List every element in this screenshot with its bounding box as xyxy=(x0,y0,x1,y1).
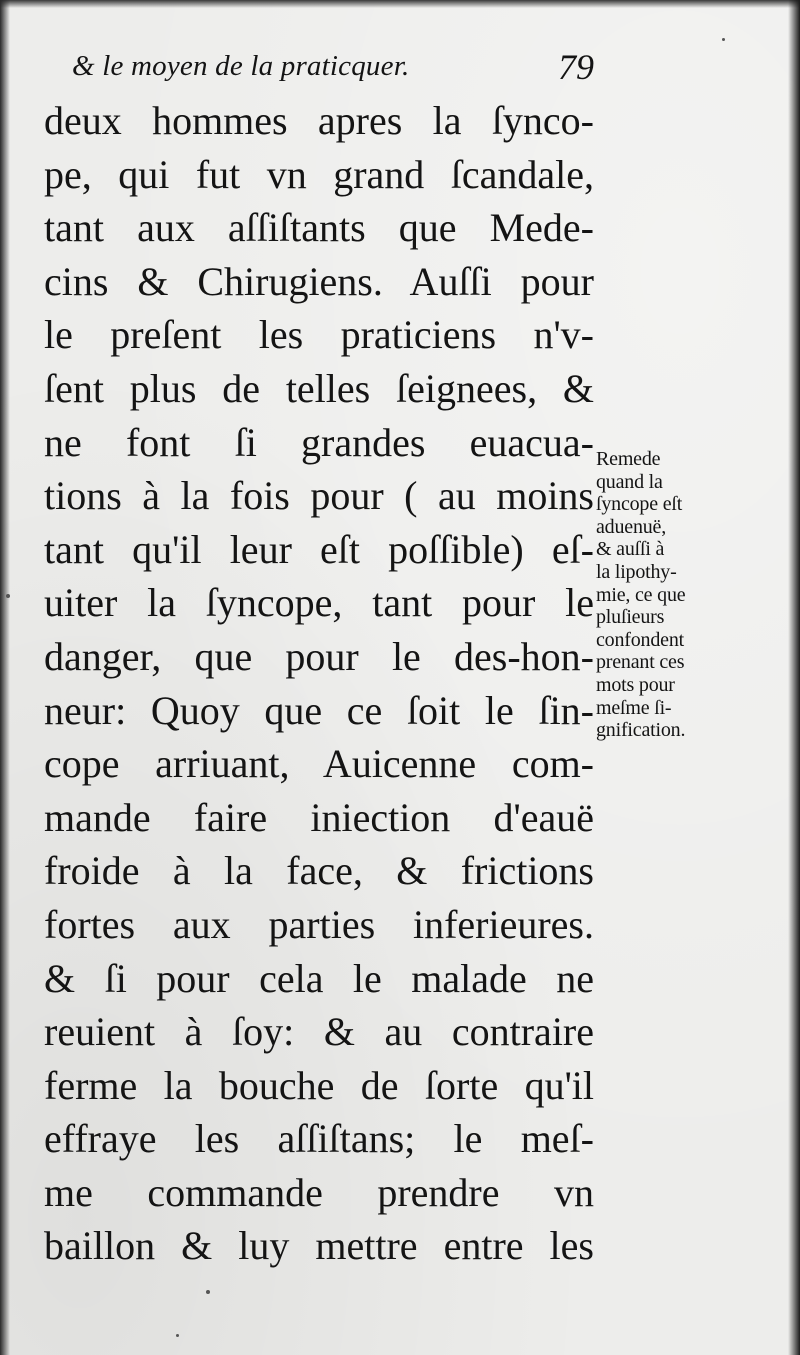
paper-speck xyxy=(176,1334,179,1337)
text-line: deux hommes apres la ſynco- xyxy=(44,98,594,143)
marginal-line: mie, ce que xyxy=(596,583,686,606)
text-line: neur: Quoy que ce ſoit le ſin- xyxy=(44,687,594,733)
text-line: baillon & luy mettre entre les xyxy=(44,1223,594,1269)
marginal-line: & auſſi à xyxy=(596,538,665,561)
marginal-line: quand la xyxy=(596,470,663,493)
text-line: le preſent les praticiens n'v- xyxy=(44,312,594,358)
marginal-line: gnification. xyxy=(596,719,686,742)
running-head xyxy=(72,44,602,94)
text-line: froide à la face, & frictions xyxy=(44,848,594,894)
text-line: uiter la ſyncope, tant pour le xyxy=(44,580,594,626)
text-line: ne font ſi grandes euacua- xyxy=(44,419,594,465)
text-line: me commande prendre vn xyxy=(44,1169,594,1215)
text-line: & ſi pour cela le malade ne xyxy=(44,955,594,1001)
paper-speck xyxy=(206,1290,210,1294)
text-line: tant aux aſſiſtants que Mede- xyxy=(44,205,594,251)
text-line: cope arriuant, Auicenne com- xyxy=(44,741,594,787)
marginal-line: prenant ces xyxy=(596,651,685,674)
marginal-line: meſme ſi- xyxy=(596,696,672,719)
text-line: effraye les aſſiſtans; le meſ- xyxy=(44,1116,594,1162)
running-title: & le moyen de la praticquer. xyxy=(72,50,410,82)
text-line: danger, que pour le des-hon- xyxy=(44,633,594,679)
text-line: mande faire iniection d'eauë xyxy=(44,794,594,840)
marginal-line: ſyncope eſt xyxy=(596,493,683,516)
page-edge-shadow xyxy=(0,0,10,1355)
marginal-line: confondent xyxy=(596,628,684,651)
page-edge-shadow xyxy=(788,0,800,1355)
text-line: ſent plus de telles ſeignees, & xyxy=(44,365,594,411)
body-text xyxy=(44,94,594,1273)
page-edge-shadow xyxy=(0,0,800,8)
marginal-line: aduenuë, xyxy=(596,515,667,538)
text-line: tant qu'il leur eſt poſſible) eſ- xyxy=(44,526,594,572)
paper-speck xyxy=(722,38,725,41)
page-number: 79 xyxy=(558,47,594,87)
marginal-line: pluſieurs xyxy=(596,606,665,629)
marginal-line: mots pour xyxy=(596,673,675,696)
marginal-note xyxy=(596,448,736,742)
text-line: tions à la fois pour ( au moins xyxy=(44,473,594,519)
text-line: fortes aux parties inferieures. xyxy=(44,901,594,947)
paper-speck xyxy=(6,594,10,598)
text-line: ferme la bouche de ſorte qu'il xyxy=(44,1062,594,1108)
text-line: cins & Chirugiens. Auſſi pour xyxy=(44,258,594,304)
marginal-line: la lipothy- xyxy=(596,560,677,583)
text-line: pe, qui fut vn grand ſcandale, xyxy=(44,151,594,197)
marginal-line: Remede xyxy=(596,448,661,470)
text-line: reuient à ſoy: & au contraire xyxy=(44,1009,594,1055)
